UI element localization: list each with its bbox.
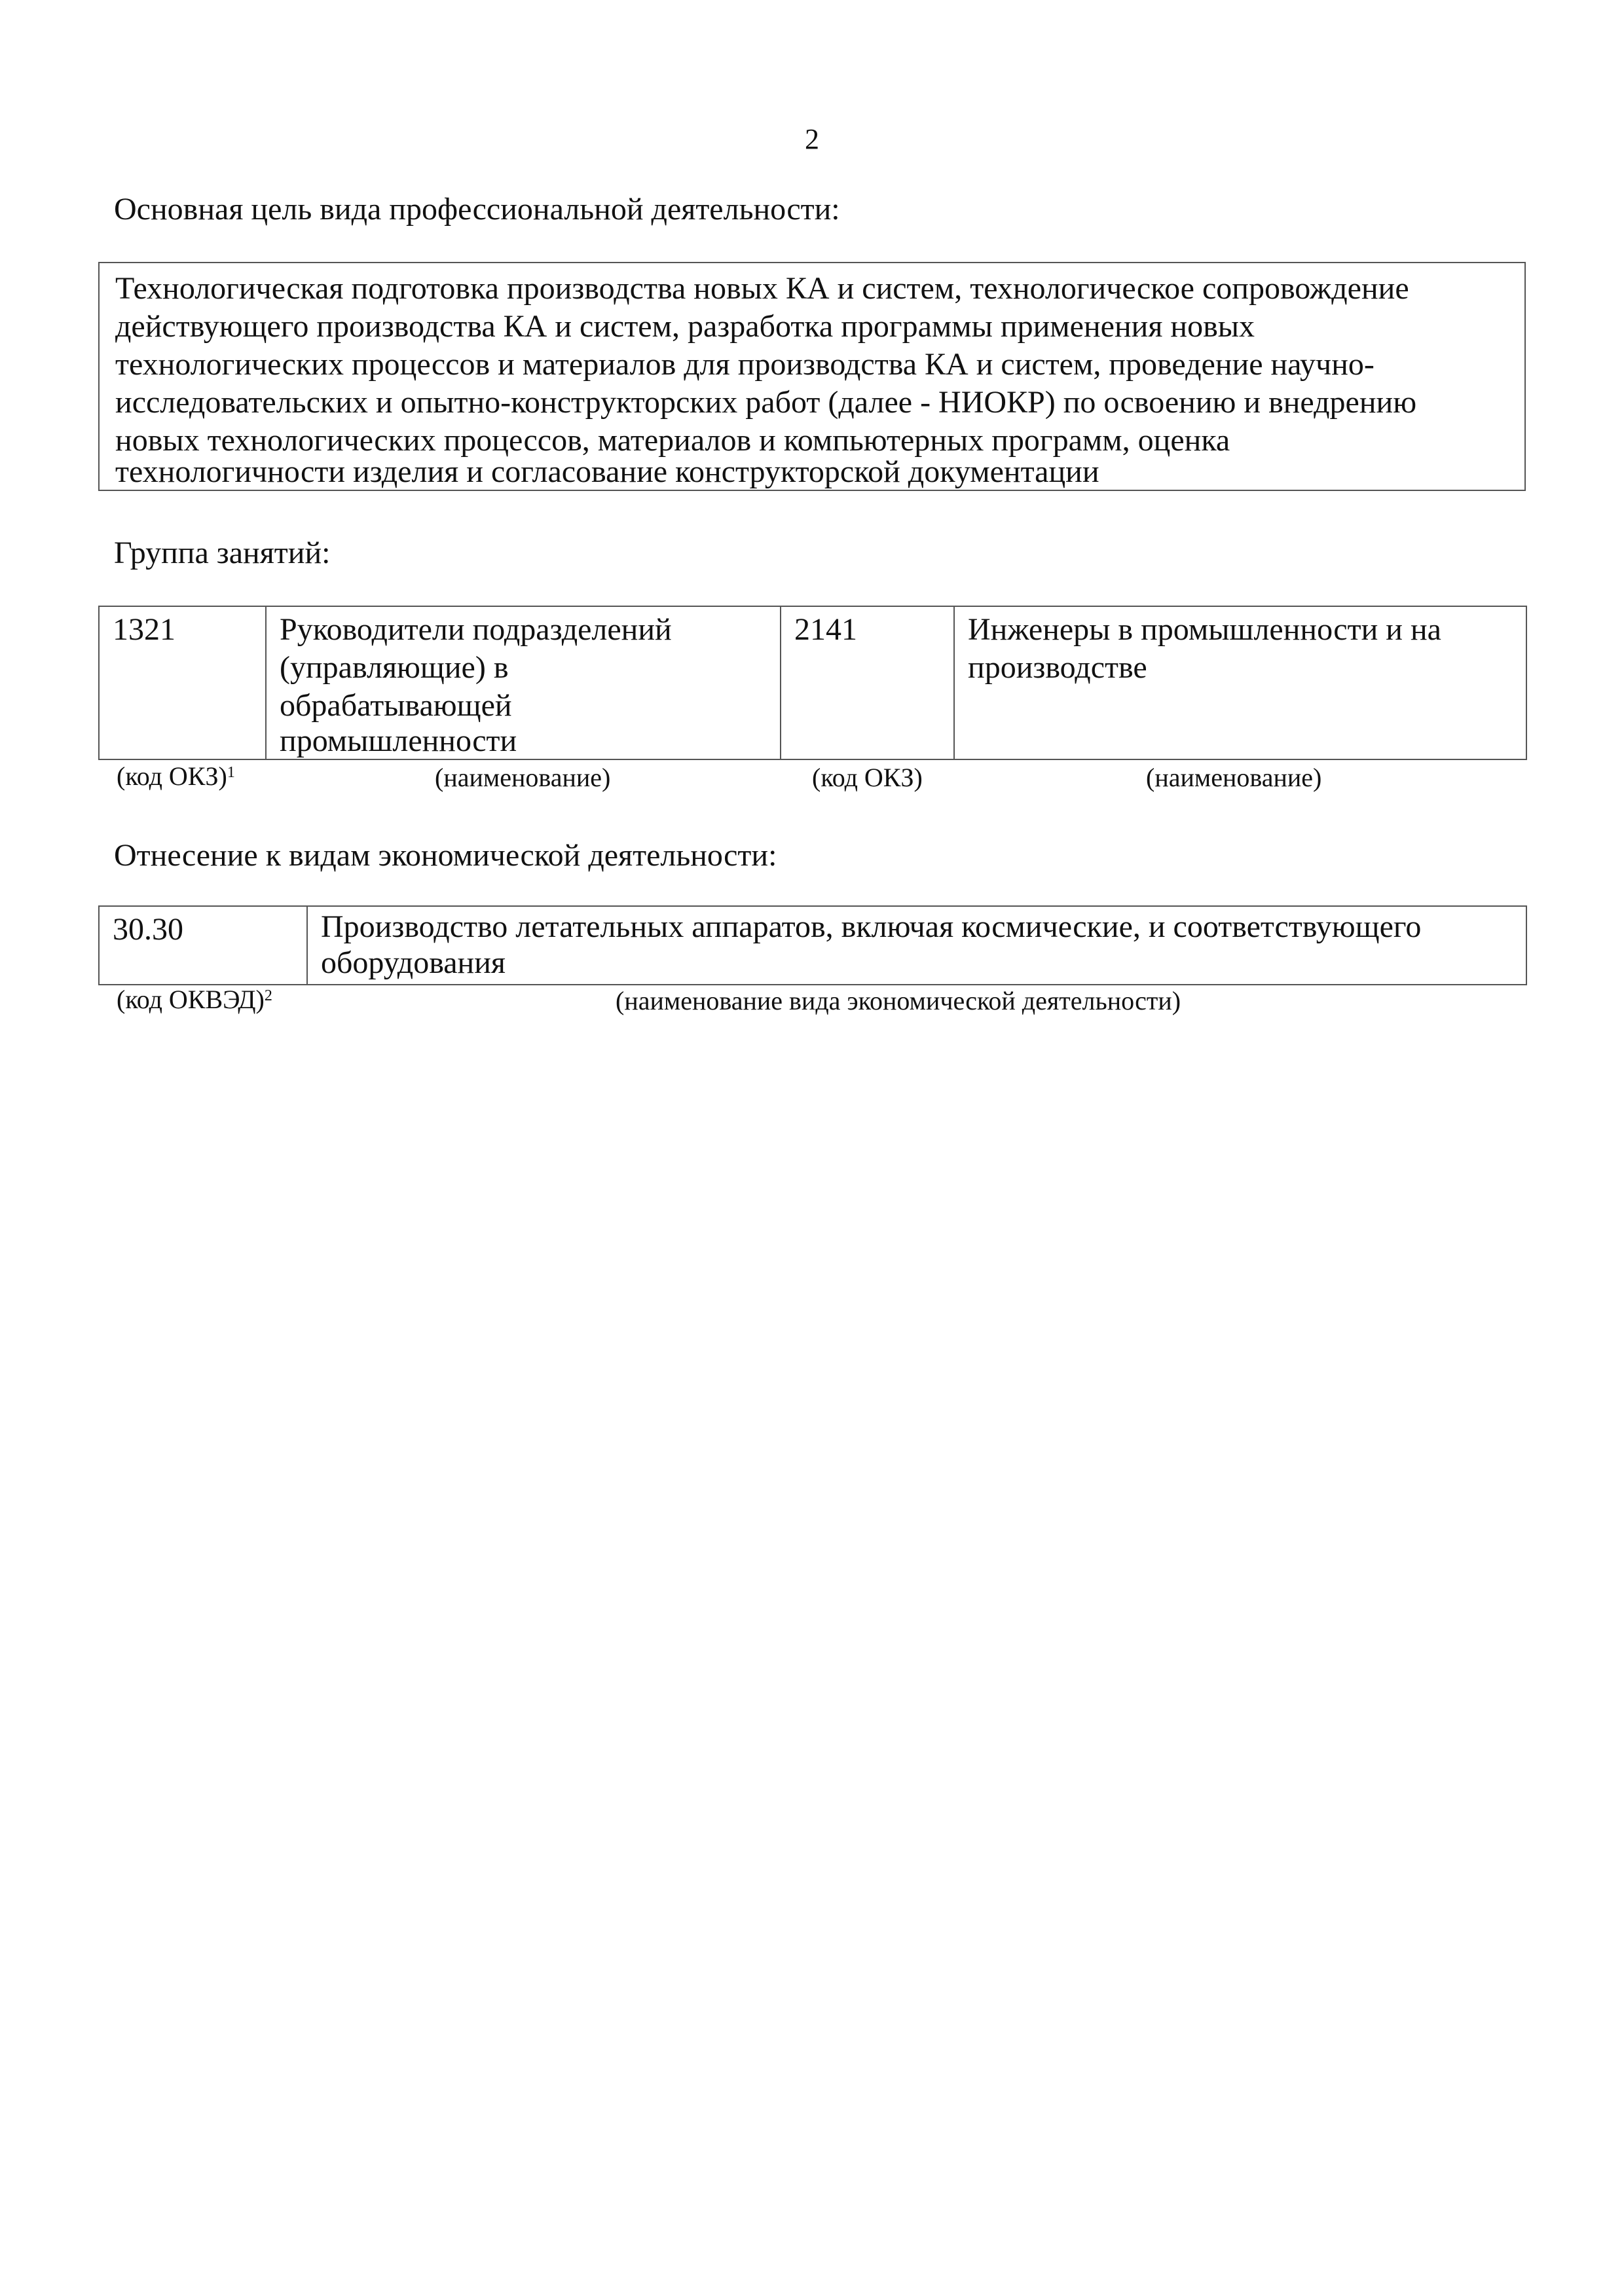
okz-name-caption: (наименование) — [1146, 763, 1322, 792]
okved-name-caption: (наименование вида экономической деятельности) — [616, 986, 1181, 1015]
goal-label: Основная цель вида профессиональной деятельности: — [114, 192, 840, 227]
okz-code-caption: (код ОКЗ) — [812, 763, 923, 792]
goal-box — [98, 262, 1526, 491]
okved-code: 30.30 — [113, 912, 183, 947]
okz-name-cell — [266, 606, 781, 759]
economic-activity-table — [98, 905, 1527, 985]
okz-name-line: обрабатывающей — [280, 688, 512, 723]
okved-code-cell — [99, 906, 307, 985]
occupation-group-label: Группа занятий: — [114, 536, 331, 570]
goal-text-line: действующего производства КА и систем, разработка программы применения новых — [115, 309, 1255, 344]
occupation-group-table — [98, 606, 1527, 760]
okz-name-line: промышленности — [280, 723, 517, 758]
footnote-marker: 1 — [227, 764, 235, 781]
okz-name-caption: (наименование) — [435, 763, 611, 792]
okz-code-caption: (код ОКЗ)$^1$ — [117, 761, 235, 791]
okved-name-line: Производство летательных аппаратов, включая космические, и соответствующего — [321, 909, 1422, 944]
okz-code-cell — [99, 606, 266, 759]
okz-name-line: Инженеры в промышленности и на — [968, 612, 1441, 647]
goal-text-line: технологичности изделия и согласование конструкторской документации — [115, 454, 1099, 489]
okved-code-caption: (код ОКВЭД)$^2$ — [117, 985, 272, 1014]
okz-name-line: производстве — [968, 650, 1147, 685]
goal-text-line: Технологическая подготовка производства новых КА и систем, технологическое сопровождение — [115, 271, 1409, 306]
okz-code: 2141 — [794, 612, 857, 647]
okz-code-cell — [781, 606, 954, 759]
goal-text-line: технологических процессов и материалов для производства КА и систем, проведение научно- — [115, 347, 1375, 382]
okved-name-cell — [307, 906, 1526, 985]
okz-code: 1321 — [113, 612, 175, 647]
page-number: 2 — [805, 123, 819, 155]
okz-name-cell — [954, 606, 1526, 759]
footnote-marker: 2 — [264, 987, 272, 1004]
goal-text-line: новых технологических процессов, материалов и компьютерных программ, оценка — [115, 423, 1230, 458]
okz-name-line: (управляющие) в — [280, 650, 509, 685]
okz-name-line: Руководители подразделений — [280, 612, 672, 647]
okved-name-line: оборудования — [321, 945, 506, 980]
economic-activity-label: Отнесение к видам экономической деятельности: — [114, 838, 777, 873]
goal-text-line: исследовательских и опытно-конструкторских работ (далее - НИОКР) по освоению и внедрению — [115, 385, 1417, 420]
